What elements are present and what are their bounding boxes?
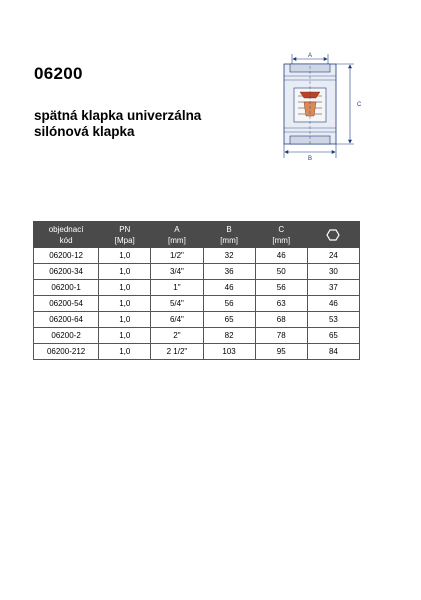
dimension-c: [336, 64, 354, 144]
dimension-a-label: A: [307, 53, 313, 59]
cell-pn: 1,0: [99, 248, 151, 264]
table-body: [34, 248, 360, 360]
cell-order-code: 06200-212: [34, 344, 99, 360]
cell-order-code: 06200-12: [34, 248, 99, 264]
valve-body: [284, 64, 336, 146]
cell-b: 46: [203, 280, 255, 296]
cell-b: 82: [203, 328, 255, 344]
cell-c: 46: [255, 248, 307, 264]
cell-order-code: 06200-1: [34, 280, 99, 296]
dimension-b-label: B: [307, 156, 313, 162]
check-valve-drawing: [262, 50, 372, 162]
cell-c: 63: [255, 296, 307, 312]
cell-order-code: 06200-54: [34, 296, 99, 312]
table-row: [34, 264, 360, 280]
cell-order-code: 06200-34: [34, 264, 99, 280]
cell-pn: 1,0: [99, 328, 151, 344]
cell-hex: 24: [307, 248, 359, 264]
header-a: A [mm]: [151, 222, 203, 248]
cell-a: 2": [151, 328, 203, 344]
cell-c: 68: [255, 312, 307, 328]
cell-hex: 37: [307, 280, 359, 296]
cell-a: 1": [151, 280, 203, 296]
cell-order-code: 06200-2: [34, 328, 99, 344]
header-order-code: objednací kód: [34, 222, 99, 248]
table-header-row: [34, 222, 360, 248]
cell-a: 3/4": [151, 264, 203, 280]
hexagon-icon: [326, 229, 340, 241]
table-row: [34, 248, 360, 264]
header-b: B [mm]: [203, 222, 255, 248]
cell-pn: 1,0: [99, 296, 151, 312]
dimensions-table: [33, 221, 360, 360]
cell-hex: 53: [307, 312, 359, 328]
cell-a: 6/4": [151, 312, 203, 328]
dimension-c-label: C: [357, 102, 362, 108]
table-row: [34, 328, 360, 344]
cell-hex: 30: [307, 264, 359, 280]
cell-c: 56: [255, 280, 307, 296]
cell-pn: 1,0: [99, 280, 151, 296]
cell-a: 1/2": [151, 248, 203, 264]
cell-order-code: 06200-64: [34, 312, 99, 328]
cell-a: 5/4": [151, 296, 203, 312]
table-row: [34, 296, 360, 312]
cell-b: 36: [203, 264, 255, 280]
cell-hex: 84: [307, 344, 359, 360]
cell-hex: 46: [307, 296, 359, 312]
product-title-line-2: silónová klapka: [34, 124, 135, 139]
cell-hex: 65: [307, 328, 359, 344]
table-row: [34, 312, 360, 328]
cell-c: 78: [255, 328, 307, 344]
product-title: [34, 108, 201, 140]
header-c: C [mm]: [255, 222, 307, 248]
cell-b: 32: [203, 248, 255, 264]
cell-pn: 1,0: [99, 264, 151, 280]
product-title-line-1: spätná klapka univerzálna: [34, 108, 202, 123]
cell-c: 95: [255, 344, 307, 360]
cell-a: 2 1/2": [151, 344, 203, 360]
cell-c: 50: [255, 264, 307, 280]
header-pn: PN [Mpa]: [99, 222, 151, 248]
cell-pn: 1,0: [99, 312, 151, 328]
header-hex: [307, 222, 359, 248]
cell-b: 103: [203, 344, 255, 360]
table-row: [34, 280, 360, 296]
cell-b: 56: [203, 296, 255, 312]
cell-b: 65: [203, 312, 255, 328]
product-code: 06200: [34, 64, 83, 83]
cell-pn: 1,0: [99, 344, 151, 360]
table-row: [34, 344, 360, 360]
